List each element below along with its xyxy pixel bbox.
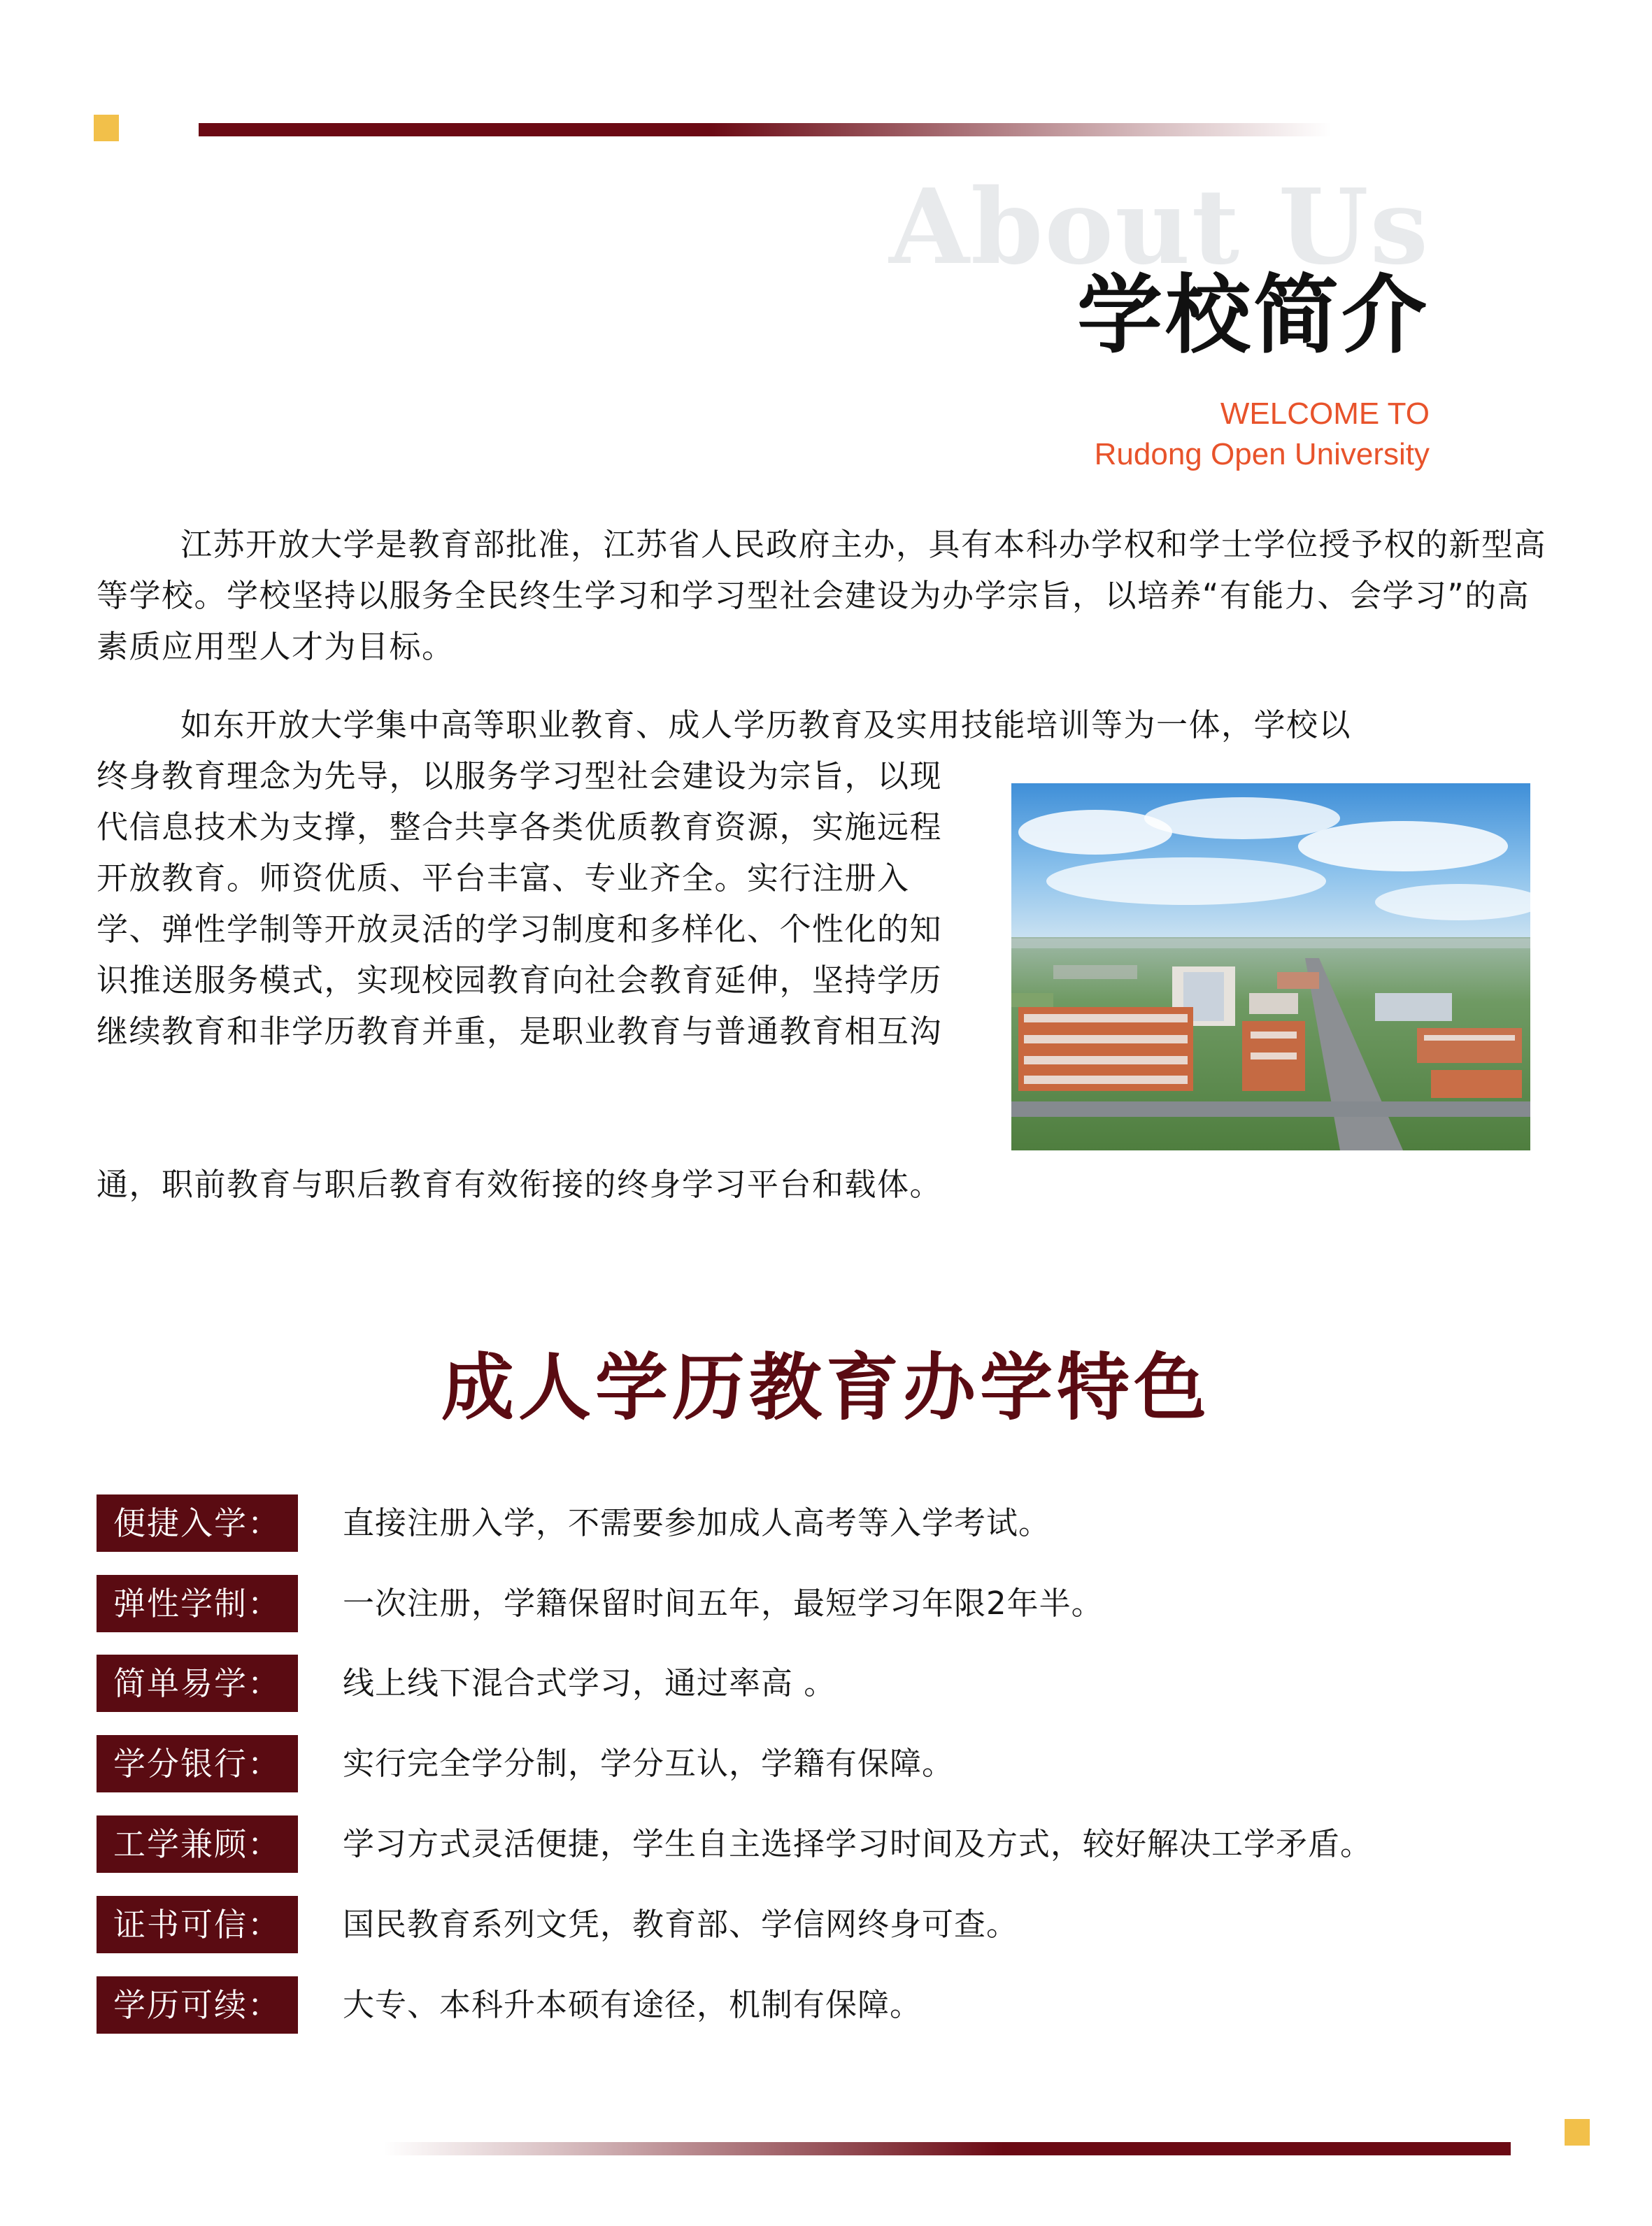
feature-text: 实行完全学分制，学分互认，学籍有保障。 <box>343 1745 955 1782</box>
feature-text: 大专、本科升本硕有途径，机制有保障。 <box>343 1986 923 2023</box>
university-name: Rudong Open University <box>1094 437 1430 471</box>
feature-row <box>97 1575 1565 1632</box>
decor-square-top <box>94 115 119 141</box>
decor-square-bottom <box>1565 2119 1590 2146</box>
feature-tag: 便捷入学： <box>97 1494 298 1552</box>
background-heading: About Us <box>889 166 1430 287</box>
features-title: 成人学历教育办学特色 <box>441 1345 1211 1430</box>
feature-row <box>97 1976 1565 2034</box>
intro-paragraph-1: 江苏开放大学是教育部批准，江苏省人民政府主办，具有本科办学权和学士学位授予权的新型高等学校。学校坚持以服务全民终生学习和学习型社会建设为办学宗旨，以培养“有能力、会学习”的高素质应用型人才为目标。 <box>97 526 1547 665</box>
feature-tag: 工学兼顾： <box>97 1815 298 1873</box>
feature-tag: 证书可信： <box>97 1896 298 1953</box>
feature-text: 国民教育系列文凭，教育部、学信网终身可查。 <box>343 1906 1019 1943</box>
feature-tag: 学历可续： <box>97 1976 298 2034</box>
feature-row <box>97 1735 1565 1792</box>
feature-row <box>97 1494 1565 1552</box>
feature-text: 线上线下混合式学习，通过率高 。 <box>343 1664 836 1701</box>
feature-text: 学习方式灵活便捷，学生自主选择学习时间及方式，较好解决工学矛盾。 <box>343 1825 1373 1862</box>
intro-paragraph-2-tail: 通，职前教育与职后教育有效衔接的终身学习平台和载体。 <box>97 1166 943 1203</box>
feature-tag: 弹性学制： <box>97 1575 298 1632</box>
footer-rule <box>383 2142 1511 2155</box>
feature-text: 一次注册，学籍保留时间五年，最短学习年限2年半。 <box>343 1585 1104 1622</box>
feature-tag: 学分银行： <box>97 1735 298 1792</box>
feature-row <box>97 1655 1565 1712</box>
feature-text: 直接注册入学，不需要参加成人高考等入学考试。 <box>343 1504 1051 1541</box>
page-title: 学校简介 <box>1077 266 1430 365</box>
feature-tag: 简单易学： <box>97 1655 298 1712</box>
feature-row <box>97 1815 1565 1873</box>
intro-paragraph-2-lead: 如东开放大学集中高等职业教育、成人学历教育及实用技能培训等为一体，学校以 <box>180 706 1352 743</box>
welcome-line: WELCOME TO <box>1220 397 1430 431</box>
intro-paragraph-2-body: 终身教育理念为先导，以服务学习型社会建设为宗旨，以现代信息技术为支撑，整合共享各类优质教育资源，实施远程开放教育。师资优质、平台丰富、专业齐全。实行注册入学、弹性学制等开放灵活的学习制度和多样化、个性化的知识推送服务模式，实现校园教育向社会教育延伸，坚持学历继续教育和非学历教育并重，是职业教育与普通教育相互沟 <box>97 757 943 1050</box>
header-rule <box>199 123 1332 136</box>
feature-row <box>97 1896 1565 1953</box>
campus-aerial-photo <box>1011 783 1530 1150</box>
